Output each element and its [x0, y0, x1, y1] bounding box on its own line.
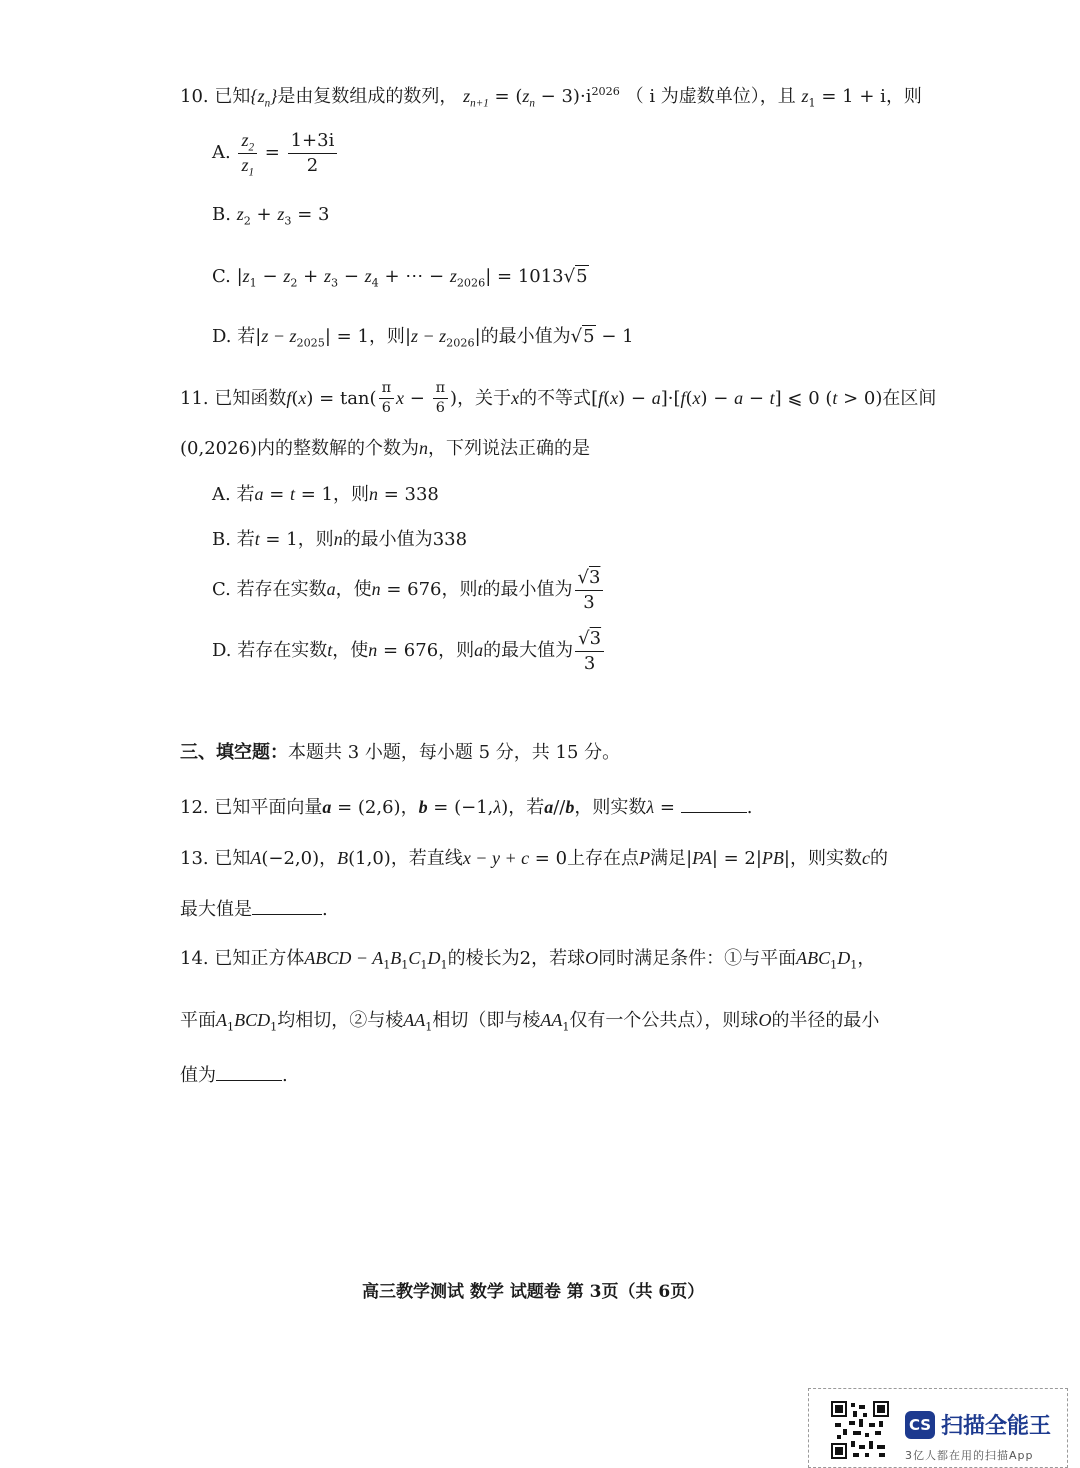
q12-answer-blank[interactable]: [681, 794, 747, 813]
q10-option-c: C. $|z_1 - z_2 + z_3 - z_4$ + ⋯ − $z_{2026}| = 1013√5$: [212, 266, 588, 290]
page-footer: 高三教学测试 数学 试题卷 第 3页（共 6页）: [362, 1282, 705, 1302]
q10-stem: 10. 已知$\{z_n\}$是由复数组成的数列， $z_{n+1} = (z_n - 3)\cdot i^{2026}$ （ i 为虚数单位），且 $z_1 = 1 + i$，则: [180, 85, 922, 110]
q11-option-c: C. 若存在实数a，使n = 676，则t的最小值为 $\frac{√3}{3}$: [212, 567, 605, 613]
scanner-tagline: 3亿人都在用的扫描App: [905, 1449, 1034, 1462]
q11-option-a: A. 若a = t = 1，则n = 338: [212, 484, 439, 505]
q14-answer-blank[interactable]: [216, 1062, 282, 1081]
q11-stem-line1: 11. 已知函数f(x) = tan( $\frac{\pi}{6}$ x − $\frac{\pi}{6}$ )，关于x的不等式[f(x) − a]·[f(x) − a − t] ⩽ 0 (t > 0)在区间: [180, 380, 937, 417]
q14-number: 14.: [180, 948, 209, 969]
cs-logo-icon: CS: [905, 1411, 935, 1439]
q12-text: 12. 已知平面向量a = (2,6)，b = (−1,λ)，若a//b，则实数λ = .: [180, 794, 752, 819]
q13-answer-blank[interactable]: [252, 896, 322, 915]
q14-text-line2: 平面$A_1BCD_1$均相切，②与棱$AA_1$相切（即与棱$AA_1$仅有一个公共点），则球O的半径的最小: [180, 1010, 880, 1034]
q13-text-line2: 最大值是 .: [180, 896, 328, 921]
q14-text-line3: 值为 .: [180, 1062, 288, 1087]
qr-code-icon: [831, 1401, 889, 1459]
q11-option-d: D. 若存在实数t，使n = 676，则a的最大值为 $\frac{√3}{3}$: [212, 628, 606, 674]
q10-number: 10.: [180, 86, 209, 107]
q11-option-b: B. 若t = 1，则n的最小值为338: [212, 529, 468, 550]
q10-option-b: B. $z_2 + z_3 = 3$: [212, 204, 330, 228]
q11-stem-line2: (0,2026)内的整数解的个数为n，下列说法正确的是: [180, 438, 591, 459]
q11-number: 11.: [180, 387, 209, 409]
section-3-header: 三、填空题：本题共 3 小题，每小题 5 分，共 15 分。: [180, 742, 621, 763]
scanner-app-name: 扫描全能王: [941, 1414, 1052, 1439]
q13-number: 13.: [180, 848, 209, 869]
q10-option-d: D. 若$|z - z_{2025}| = 1$，则$|z - z_{2026}|$的最小值为√5 − 1: [212, 326, 634, 350]
scanner-watermark: [808, 1388, 1068, 1468]
q12-number: 12.: [180, 797, 209, 818]
q14-text-line1: 14. 已知正方体ABCD − $A_1B_1C_1D_1$的棱长为2，若球O同时满足条件：①与平面$ABC_1D_1$，: [180, 948, 876, 972]
q13-text-line1: 13. 已知A(−2,0)，B(1,0)，若直线x − y + c = 0上存在点P满足|PA| = 2|PB|，则实数c的: [180, 848, 888, 869]
q10-option-a: A. $\frac{z_2}{z_1}$ = $\frac{1+3i}{2}$: [212, 130, 339, 176]
section-3-title: 三、填空题：: [180, 742, 288, 763]
